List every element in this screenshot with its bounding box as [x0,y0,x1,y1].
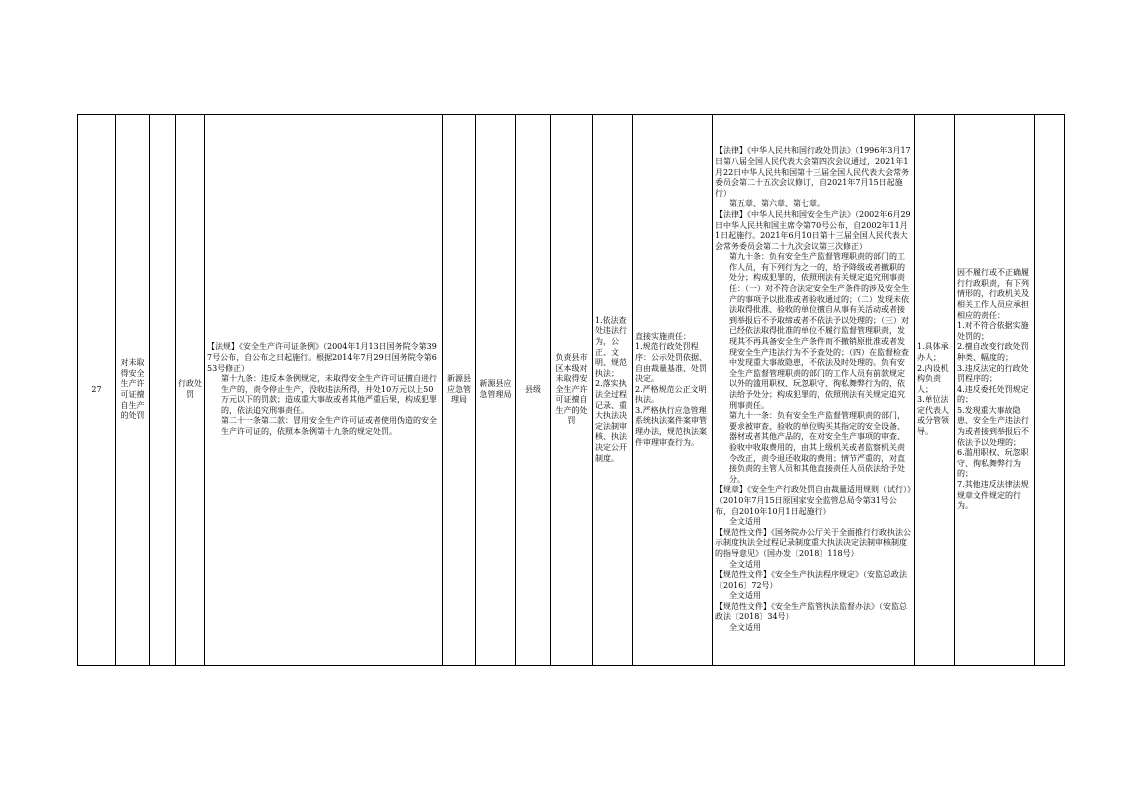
basis-article: 第九十一条：负有安全生产监督管理职责的部门，要求被审查、验收的单位购买其指定的安全设备、器材或者其他产品的，在对安全生产事项的审查、验收中收取费用的，由其上级机关或者监察机关责令改正，责令退还收取的费用；情节严重的，对直接负责的主管人员和其他直接责任人员依法给予处分。 [729,411,905,484]
responsibility-table [77,114,1065,666]
legal-basis-article: 第十九条：违反本条例规定，未取得安全生产许可证擅自进行生产的，责令停止生产，没收违法所得，并处10万元以上50万元以下的罚款；造成重大事故或者其他严重后果，构成犯罪的，依法追究刑事责任。 [221,374,437,415]
exercise-level: 县级 [516,115,551,666]
basis-document: 【规范性文件】《国务院办公厅关于全面推行行政执法公示制度执法全过程记录制度重大执法决定法制审核制度的指导意见》（国办发〔2018〕118号） [715,527,911,558]
item-category: 行政处罚 [176,115,205,666]
basis-article: 全文适用 [729,591,761,601]
remarks [1035,115,1065,666]
basis-article: 全文适用 [729,517,761,527]
basis-regulation: 【规章】《安全生产行政处罚自由裁量适用规则（试行）》（2010年7月15日原国家安全监管总局令第31号公布，自2010年10月1日起施行） [715,485,911,516]
responsibility-matters: 1.依法查处违法行为，公正、文明、规范执法； 2.落实执法全过程记录、重大执法决定法制审核、执法决定公开制度。 [593,115,633,666]
basis-document: 【规范性文件】《安全生产执法程序规定》（安监总政法〔2016〕72号） [715,570,907,590]
basis-article: 全文适用 [729,623,761,633]
basis-article: 第五章、第六章、第七章。 [729,199,825,209]
accountability-subject: 1.具体承办人； 2.内设机构负责人； 3.单位法定代表人或分管领导。 [915,115,955,666]
legal-basis-article: 第二十一条第二款：冒用安全生产许可证或者使用伪造的安全生产许可证的，依照本条例第十九条的规定处罚。 [221,416,437,437]
basis-article: 第九十条：负有安全生产监督管理职责的部门的工作人员，有下列行为之一的，给予降级或者撤职的处分；构成犯罪的，依照刑法有关规定追究刑事责任：（一）对不符合法定安全生产条件的涉及安全生产的事项予以批准或者验收通过的；（二）发现未依法取得批准、验收的单位擅自从事有关活动或者接到举报后不予取缔或者不依法予以处理的；（三）对已经依法取得批准的单位不履行监督管理职责，发现其不再具备安全生产条件而不撤销原批准或者发现安全生产违法行为不予查处的；（四）在监督检查中发现重大事故隐患，不依法及时处理的。负有安全生产监督管理职责的部门的工作人员有前款规定以外的滥用职权、玩忽职守、徇私舞弊行为的，依法给予处分；构成犯罪的，依照刑法有关规定追究刑事责任。 [729,252,909,410]
basis-article: 全文适用 [729,559,761,569]
legal-basis-source: 【法规】《安全生产许可证条例》（2004年1月13日国务院令第397号公布，自公布之日起施行。根据2014年7月29日国务院令第653号修正） [207,342,437,373]
basis-document: 【规范性文件】《安全生产监管执法监督办法》（安监总政法〔2018〕34号） [715,601,907,622]
basis-law: 【法律】《中华人民共和国安全生产法》（2002年6月29日中华人民共和国主席令第70号公布，自2002年11月1日起施行。2021年6月10日第十三届全国人民代表大会常务委员会第二十九次会议第三次修正） [715,209,911,251]
accountability-basis-cell [713,115,915,666]
table-row [78,115,1065,666]
responsibility-scope: 负责县市区本级对未取得安全生产许可证擅自生产的处罚 [551,115,593,666]
accountability-direct: 直接实施责任： 1.规范行政处罚程序：公示处罚依据、自由裁量基准、处罚决定。 2.严格规范公正文明执法。 3.严格执行应急管理系统执法案件案审管理办法，规范执法案件审理审查行为。 [633,115,713,666]
implementing-body: 新源县应急管理局 [443,115,476,666]
empty-cell [150,115,176,666]
item-name: 对未取得安全生产许可证擅自生产的处罚 [116,115,150,666]
item-number: 27 [78,115,116,666]
accountability-situations: 因不履行或不正确履行行政职责，有下列情形的，行政机关及相关工作人员应承担相应的责任： 1.对不符合依据实施处罚的； 2.擅自改变行政处罚种类、幅度的； 3.违反法定的行政处罚程序的； 4.违反委托处罚规定的； 5.发现重大事故隐患、安全生产违法行为或者接到举报后不依法予以处理的； 6.滥用职权、玩忽职守、徇私舞弊行为的； 7.其他违反法律法规规章文件规定的行为。 [955,115,1035,666]
legal-basis-cell [205,115,443,666]
basis-law: 【法律】《中华人民共和国行政处罚法》（1996年3月17日第八届全国人民代表大会第四次会议通过，2021年1月22日中华人民共和国第十三届全国人民代表大会常务委员会第二十五次会议修订，自2021年7月15日起施行） [715,146,911,198]
responsible-dept: 新源县应急管理局 [476,115,516,666]
